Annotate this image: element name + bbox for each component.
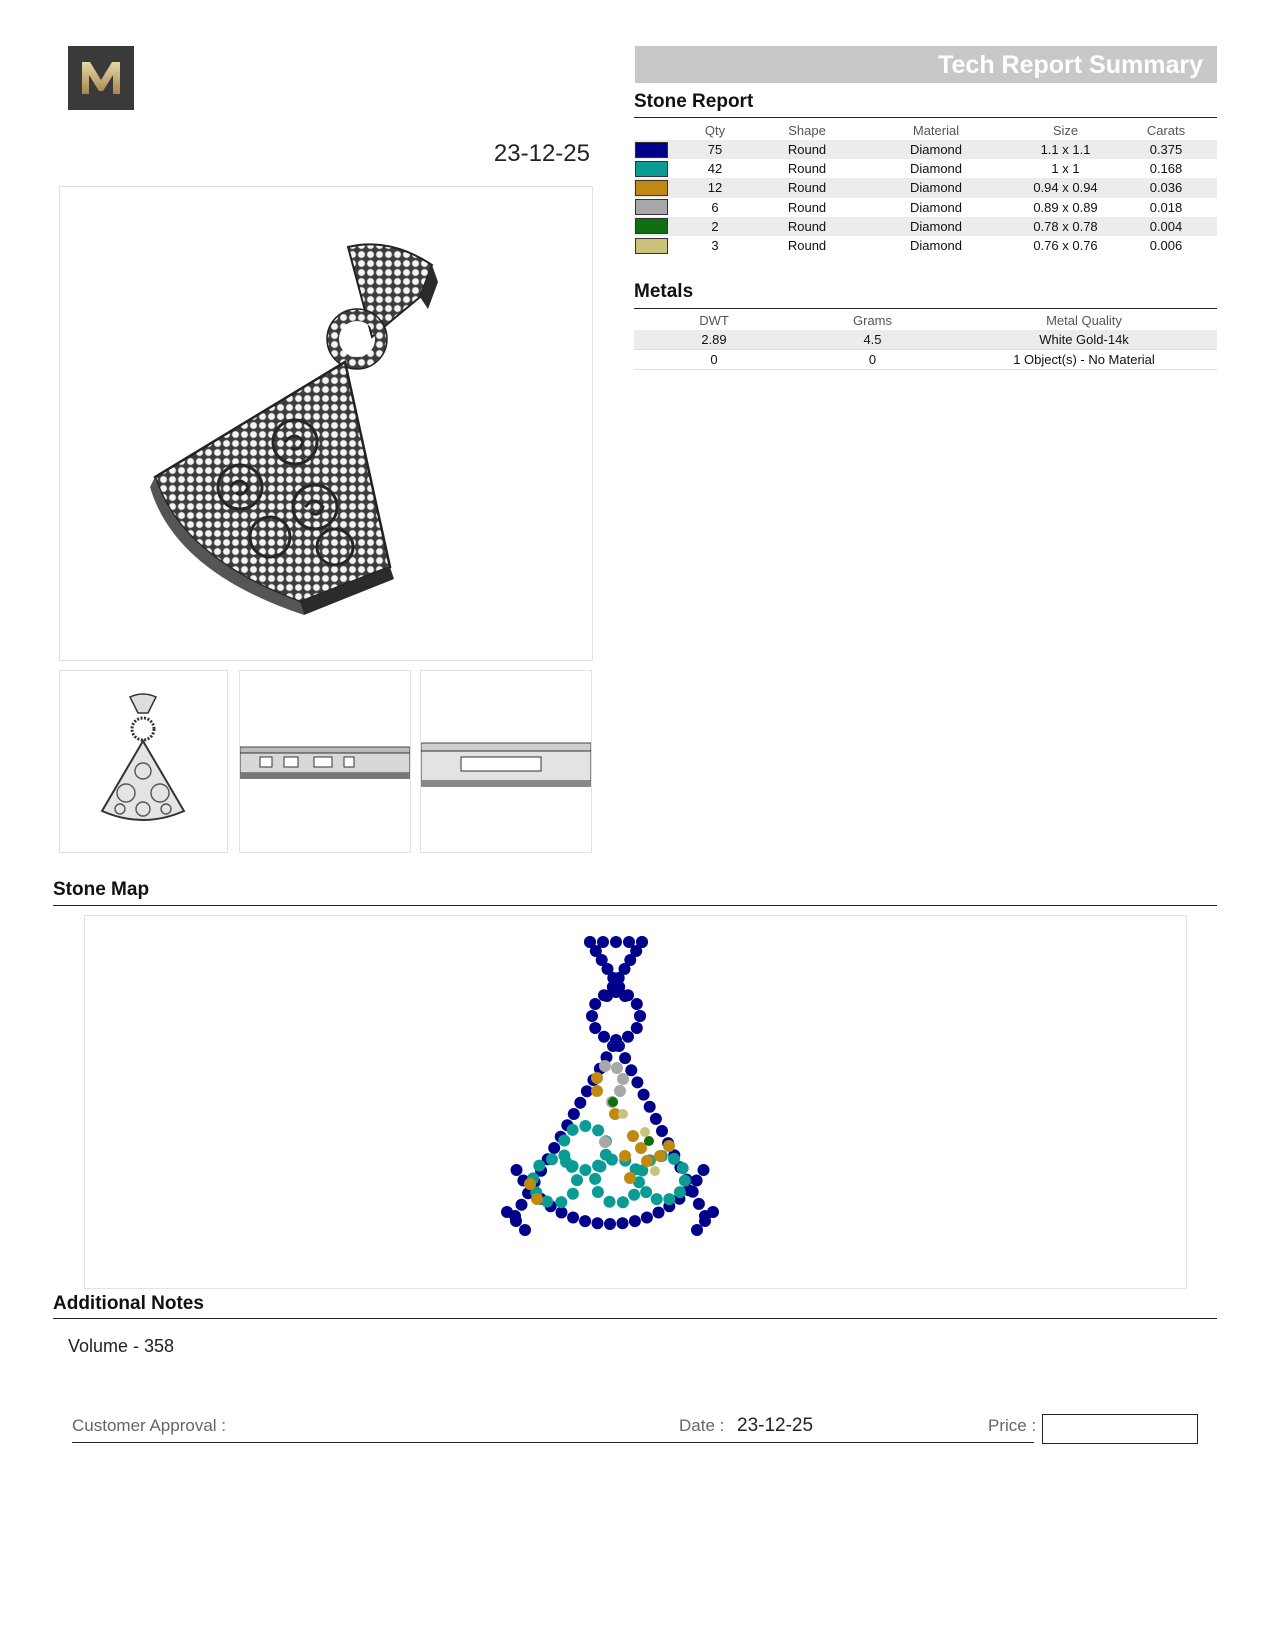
stone-dot [651,1193,663,1205]
stone-dot [599,1136,611,1148]
carats-cell: 0.036 [1115,178,1217,197]
notes-rule [53,1318,1217,1319]
price-input[interactable] [1042,1414,1198,1444]
dwt-cell: 2.89 [634,330,794,350]
stone-dot [693,1198,705,1210]
stone-report-heading: Stone Report [634,91,754,112]
pendant-render-image [60,187,592,660]
stone-dot [546,1153,558,1165]
stone-dot [677,1162,689,1174]
stone-dot [679,1175,691,1187]
col-material: Material [912,123,960,138]
stone-dot [510,1215,522,1227]
color-swatch [635,199,668,215]
stone-dot [617,1196,629,1208]
col-carats: Carats [1146,123,1186,138]
carats-cell: 0.375 [1115,140,1217,159]
shape-cell: Round [787,199,827,215]
stone-dot [548,1142,560,1154]
stone-dot [656,1125,668,1137]
stone-dot [653,1207,665,1219]
stone-dot [592,1186,604,1198]
col-metal-quality: Metal Quality [1046,313,1122,328]
stone-dot [591,1072,603,1084]
size-cell: 0.89 x 0.89 [1033,199,1098,215]
stone-dot [608,1097,618,1107]
table-row [634,198,1217,217]
stone-dot [571,1174,583,1186]
stone-dot [519,1224,531,1236]
stone-dot [631,1076,643,1088]
metals-table-header [634,311,1217,330]
stone-dot [641,1212,653,1224]
size-cell: 1 x 1 [1051,161,1080,177]
table-row [634,159,1217,178]
stone-map-panel [84,915,1187,1289]
approval-date-label: Date : [679,1416,725,1435]
table-row [634,236,1217,255]
carats-cell: 0.168 [1149,161,1183,177]
stone-dot [560,1156,572,1168]
stone-dot [555,1196,567,1208]
stone-dot [579,1215,591,1227]
stone-dot [567,1124,579,1136]
stone-dot [627,1130,639,1142]
stone-dot [640,1186,652,1198]
grams-cell: 4.5 [794,330,951,350]
stone-dot [606,1154,618,1166]
stone-dot [631,998,643,1010]
stone-dot [628,1189,640,1201]
size-cell: 0.94 x 0.94 [1016,178,1115,197]
title-bar [635,46,1217,83]
stone-map-heading: Stone Map [53,879,150,900]
stone-dot [624,1172,636,1184]
quality-cell: White Gold-14k [951,330,1217,350]
qty-cell: 42 [707,161,723,177]
stone-dot [594,1161,606,1173]
stone-dot [533,1160,545,1172]
stone-dot [599,1060,611,1072]
stone-dot [516,1199,528,1211]
stone-dot [631,1022,643,1034]
approval-signature-line[interactable] [72,1442,1034,1443]
metals-table [634,311,1217,370]
notes-text: Volume - 358 [68,1336,175,1356]
stone-dot [592,1217,604,1229]
material-cell: Diamond [909,238,963,254]
color-swatch [635,161,668,177]
stone-dot [668,1153,680,1165]
price-label: Price : [988,1416,1037,1435]
stone-dot [501,1206,513,1218]
stone-dot [589,1173,601,1185]
dwt-cell: 0 [634,350,794,370]
carats-cell: 0.006 [1149,238,1183,254]
col-shape: Shape [788,123,826,138]
stone-dot [640,1127,650,1137]
size-cell: 0.78 x 0.78 [1016,217,1115,236]
stone-map-image [85,916,1186,1288]
stone-report-rule [634,117,1217,118]
quality-cell: 1 Object(s) - No Material [951,350,1217,370]
stone-dot [614,1085,626,1097]
stone-dot [638,1089,650,1101]
material-cell: Diamond [856,217,1016,236]
company-logo [68,46,134,110]
stone-dot [629,1215,641,1227]
stone-dot [604,1196,616,1208]
stone-dot [579,1164,591,1176]
stone-dot [674,1186,686,1198]
stone-dot [625,1064,637,1076]
stone-dot [567,1188,579,1200]
qty-cell: 2 [672,217,758,236]
col-size: Size [1052,123,1079,138]
metals-rule [634,308,1217,309]
front-view-image [60,671,227,852]
stone-dot [619,1052,631,1064]
stone-dot [568,1108,580,1120]
stone-table-header [634,121,1217,140]
main-render-panel [59,186,593,661]
front-view-thumbnail[interactable] [59,670,228,853]
stone-dot [634,1010,646,1022]
stone-dot [589,998,601,1010]
side-view-thumbnail[interactable] [239,670,411,853]
shape-cell: Round [758,178,856,197]
shape-cell: Round [758,140,856,159]
notes-heading: Additional Notes [53,1293,204,1314]
stone-dot [567,1212,579,1224]
carats-cell: 0.004 [1115,217,1217,236]
stone-dot [598,989,610,1001]
stone-dot [592,1124,604,1136]
stone-dot [617,1217,629,1229]
stone-dot [617,1073,629,1085]
color-swatch [635,238,668,254]
stone-dot [663,1140,675,1152]
stone-dot [622,989,634,1001]
shape-cell: Round [787,161,827,177]
size-cell: 0.76 x 0.76 [1033,238,1098,254]
stone-dot [524,1178,536,1190]
side-view-image [240,671,410,852]
stone-dot [589,1022,601,1034]
stone-dot [691,1224,703,1236]
stone-dot [618,1109,628,1119]
stone-dot [650,1113,662,1125]
color-swatch [635,218,668,234]
size-cell: 1.1 x 1.1 [1016,140,1115,159]
metals-heading: Metals [634,281,694,302]
material-cell: Diamond [909,161,963,177]
report-title: Tech Report Summary [938,51,1203,79]
stone-dot [610,936,622,948]
shape-cell: Round [787,238,827,254]
stone-dot [558,1135,570,1147]
stone-dot [611,1062,623,1074]
stone-report-table [634,121,1217,255]
approval-date-value: 23-12-25 [737,1415,814,1436]
stone-dot [531,1193,543,1205]
top-view-thumbnail[interactable] [420,670,592,853]
shape-cell: Round [758,217,856,236]
material-cell: Diamond [856,140,1016,159]
stone-dot [644,1101,656,1113]
stone-dot [699,1215,711,1227]
color-swatch [635,180,668,196]
stone-dot [663,1193,675,1205]
color-swatch [635,142,668,158]
stone-dot [641,1155,653,1167]
stone-dot [610,986,622,998]
report-date: 23-12-25 [493,140,590,167]
top-view-image [421,671,591,852]
carats-cell: 0.018 [1149,199,1183,215]
table-row [634,330,1217,350]
stone-dot [586,1010,598,1022]
stone-dot [579,1120,591,1132]
customer-approval-label: Customer Approval : [72,1416,227,1435]
stone-dot [591,1085,603,1097]
stone-dot [613,1040,625,1052]
col-grams: Grams [853,313,892,328]
stone-dot [622,1031,634,1043]
stone-dot [650,1166,660,1176]
qty-cell: 3 [711,238,719,254]
stone-dot [541,1196,553,1208]
stone-dot [598,1031,610,1043]
table-row [634,350,1217,370]
stone-dot [698,1164,710,1176]
col-qty: Qty [704,123,726,138]
stone-dot [707,1206,719,1218]
stone-dot [654,1150,666,1162]
stone-dot [574,1097,586,1109]
stone-dot [619,1150,631,1162]
qty-cell: 12 [672,178,758,197]
material-cell: Diamond [856,178,1016,197]
material-cell: Diamond [909,199,963,215]
stone-dot [604,1218,616,1230]
table-row [634,178,1217,197]
stone-dot [511,1164,523,1176]
grams-cell: 0 [794,350,951,370]
qty-cell: 75 [672,140,758,159]
qty-cell: 6 [711,199,719,215]
col-dwt: DWT [699,313,729,328]
stone-dot [691,1175,703,1187]
stone-map-rule [53,905,1217,906]
stone-dot [644,1136,654,1146]
stone-dot [556,1207,568,1219]
table-row [634,140,1217,159]
table-row [634,217,1217,236]
